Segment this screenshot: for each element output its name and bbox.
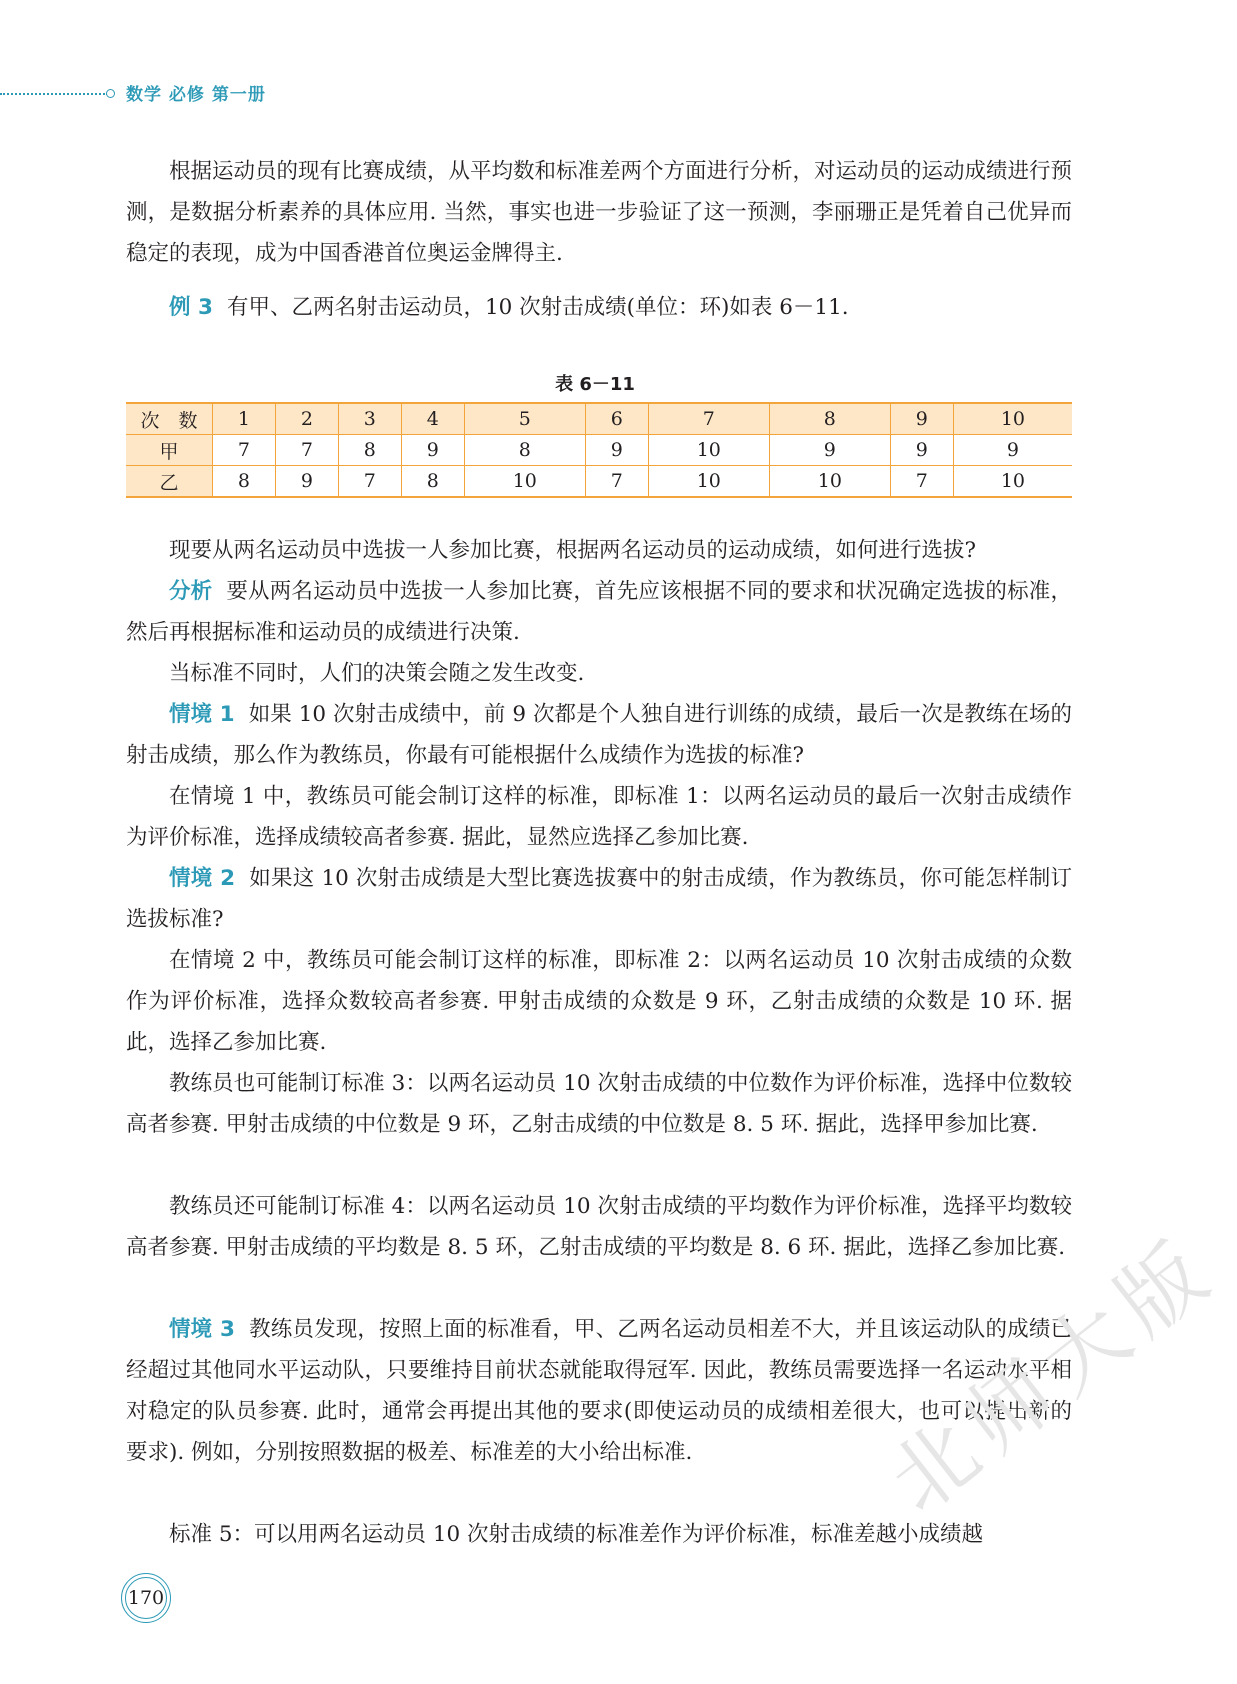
header-dotted-line xyxy=(0,93,108,95)
paragraph-standard-5: 标准 5：可以用两名运动员 10 次射击成绩的标准差作为评价标准，标准差越小成绩越 xyxy=(169,1522,984,1547)
table-cell: 7 xyxy=(213,435,276,466)
scenario-2-text: 如果这 10 次射击成绩是大型比赛选拔赛中的射击成绩，作为教练员，你可能怎样制订选拔标准? xyxy=(126,866,1073,932)
table-cell: 7 xyxy=(648,403,769,435)
paragraph-standard-2: 在情境 2 中，教练员可能会制订这样的标准，即标准 2：以两名运动员 10 次射击成绩的众数作为评价标准，选择众数较高者参赛. 甲射击成绩的众数是 9 环，乙射击成绩的众数是 10 环. 据此，选择乙参加比赛. xyxy=(126,948,1072,1055)
table-row xyxy=(126,435,1072,466)
paragraph-change: 当标准不同时，人们的决策会随之发生改变. xyxy=(169,661,585,686)
table-cell: 9 xyxy=(585,435,648,466)
table-cell: 6 xyxy=(585,403,648,435)
table-cell: 9 xyxy=(275,466,338,498)
table-caption: 表 6－11 xyxy=(555,374,635,395)
row-header: 甲 xyxy=(126,435,213,466)
table-cell: 9 xyxy=(401,435,464,466)
paragraph-question: 现要从两名运动员中选拔一人参加比赛，根据两名运动员的运动成绩，如何进行选拔? xyxy=(169,538,977,563)
paragraph-standard-3: 教练员也可能制订标准 3：以两名运动员 10 次射击成绩的中位数作为评价标准，选择中位数较高者参赛. 甲射击成绩的中位数是 9 环，乙射击成绩的中位数是 8. 5 环. 据此，选择甲参加比赛. xyxy=(126,1071,1072,1137)
table-cell: 9 xyxy=(890,435,953,466)
table-cell: 10 xyxy=(648,466,769,498)
paragraph-standard-4: 教练员还可能制订标准 4：以两名运动员 10 次射击成绩的平均数作为评价标准，选择平均数较高者参赛. 甲射击成绩的平均数是 8. 5 环，乙射击成绩的平均数是 8. 6 环. 据此，选择乙参加比赛. xyxy=(126,1194,1072,1260)
scenario-1-label: 情境 1 xyxy=(169,702,235,727)
table-cell: 7 xyxy=(275,435,338,466)
example-text: 有甲、乙两名射击运动员，10 次射击成绩(单位：环)如表 6－11. xyxy=(226,295,849,320)
analysis-label: 分析 xyxy=(169,579,213,604)
page-number-ring xyxy=(125,1577,167,1619)
table-cell: 8 xyxy=(464,435,585,466)
example-3 xyxy=(126,287,1072,328)
page-number: 170 xyxy=(121,1573,171,1623)
paragraph-intro: 根据运动员的现有比赛成绩，从平均数和标准差两个方面进行分析，对运动员的运动成绩进行预测，是数据分析素养的具体应用. 当然，事实也进一步验证了这一预测，李丽珊正是凭着自己优异而稳定的表现，成为中国香港首位奥运金牌得主. xyxy=(126,159,1073,266)
table-cell: 9 xyxy=(769,435,890,466)
table-cell: 10 xyxy=(953,466,1072,498)
scenario-3-text: 教练员发现，按照上面的标准看，甲、乙两名运动员相差不大，并且该运动队的成绩已经超过其他同水平运动队，只要维持目前状态就能取得冠军. 因此，教练员需要选择一名运动水平相对稳定的队员参赛. 此时，通常会再提出其他的要求(即使运动员的成绩相差很大，也可以提出新的要求). 例如，分别按照数据的极差、标准差的大小给出标准. xyxy=(126,1317,1072,1465)
scores-table xyxy=(126,402,1072,498)
table-cell: 4 xyxy=(401,403,464,435)
table-cell: 7 xyxy=(585,466,648,498)
analysis-text: 要从两名运动员中选拔一人参加比赛，首先应该根据不同的要求和状况确定选拔的标准，然后再根据标准和运动员的成绩进行决策. xyxy=(126,579,1072,645)
scenario-3-label: 情境 3 xyxy=(169,1317,235,1342)
header-circle-icon xyxy=(106,89,115,98)
table-cell: 7 xyxy=(338,466,401,498)
table-row xyxy=(126,466,1072,498)
table-cell: 2 xyxy=(275,403,338,435)
table-cell: 10 xyxy=(953,403,1072,435)
publisher-watermark: 北师大版 xyxy=(871,1217,1235,1532)
table-cell: 8 xyxy=(769,403,890,435)
scenario-1-text: 如果 10 次射击成绩中，前 9 次都是个人独自进行训练的成绩，最后一次是教练在场的射击成绩，那么作为教练员，你最有可能根据什么成绩作为选拔的标准? xyxy=(126,702,1072,768)
scenario-2 xyxy=(126,858,1072,940)
table-cell: 9 xyxy=(953,435,1072,466)
table-cell: 1 xyxy=(213,403,276,435)
table-row xyxy=(126,403,1072,435)
example-label: 例 3 xyxy=(169,295,213,320)
table-cell: 10 xyxy=(464,466,585,498)
row-header: 次 数 xyxy=(126,403,213,435)
table-cell: 9 xyxy=(890,403,953,435)
row-header: 乙 xyxy=(126,466,213,498)
scenario-2-label: 情境 2 xyxy=(169,866,236,891)
table-cell: 3 xyxy=(338,403,401,435)
analysis xyxy=(126,571,1072,653)
paragraph-standard-1: 在情境 1 中，教练员可能会制订这样的标准，即标准 1：以两名运动员的最后一次射击成绩作为评价标准，选择成绩较高者参赛. 据此，显然应选择乙参加比赛. xyxy=(126,784,1072,850)
scenario-1 xyxy=(126,694,1072,776)
table-cell: 8 xyxy=(338,435,401,466)
table-cell: 10 xyxy=(648,435,769,466)
table-cell: 8 xyxy=(213,466,276,498)
table-cell: 5 xyxy=(464,403,585,435)
running-header: 数学 必修 第一册 xyxy=(126,85,266,105)
table-cell: 8 xyxy=(401,466,464,498)
table-cell: 7 xyxy=(890,466,953,498)
table-cell: 10 xyxy=(769,466,890,498)
